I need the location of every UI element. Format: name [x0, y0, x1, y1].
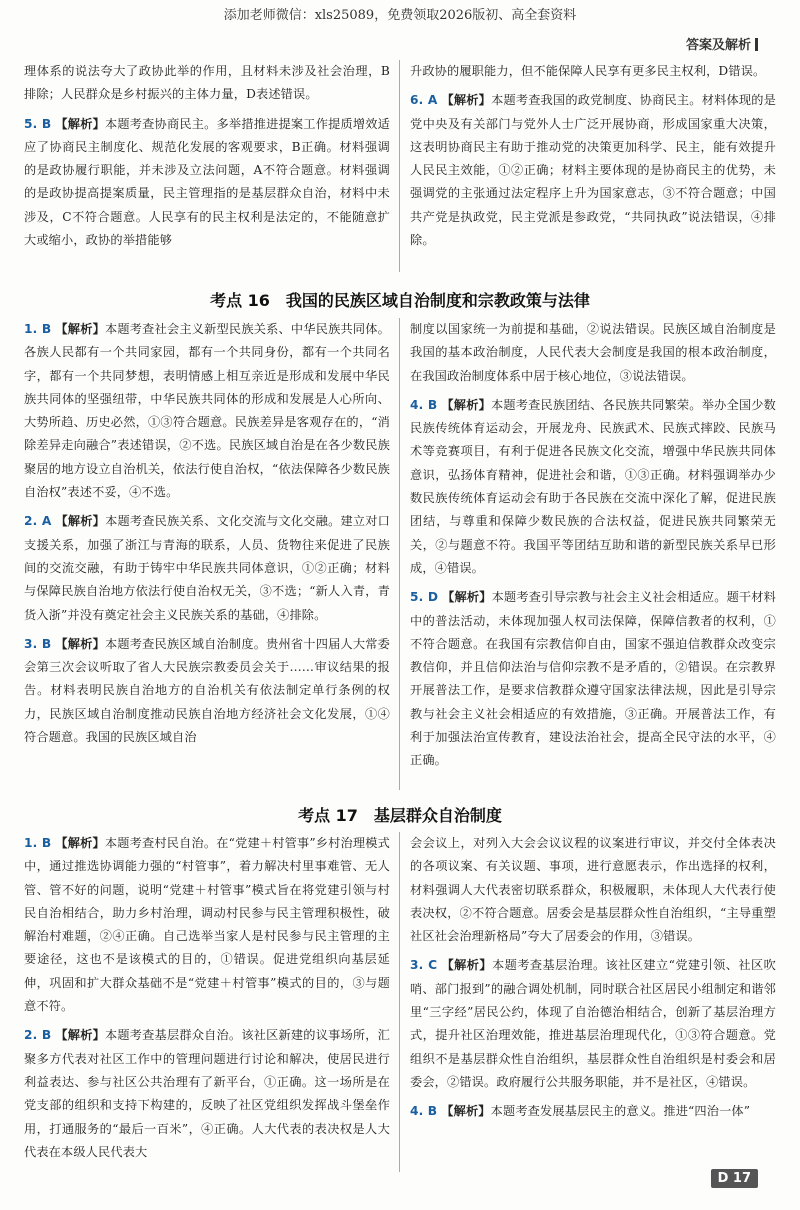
answer-text: 本题考查民族团结、各民族共同繁荣。举办全国少数民族传统体育运动会，开展龙舟、民族武术、民族式摔跤、民族马术等竞赛项目，有利于促进各民族文化交流，增强中华民族共同体意识，弘扬体育精神，促进社会和谐，①③正确。材料强调举办少数民族传统体育运动会有助于各民族在交流中深化了解，促进民族团结，与尊重和保障少数民族的合法权益，促进民族共同繁荣无关，②与题意不符。我国平等团结互助和谐的新型民族关系早已形成，④错误。	[410, 397, 776, 575]
answer-continuation: 升政协的履职能力，但不能保障人民享有更多民主权利，D错误。	[410, 64, 766, 78]
answer-number: 1. B	[24, 322, 52, 336]
left-column	[24, 60, 390, 258]
answer-item	[410, 954, 776, 1094]
answer-text: 本题考查我国的政党制度、协商民主。材料体现的是党中央及有关部门与党外人士广泛开展协商，形成国家重大决策，这表明协商民主有助于推动党的决策更加科学、民主，能有效提升人民民主效能，①②正确；材料主要体现的是协商民主的优势，未强调党的主张通过法定程序上升为国家意志，③不符合题意；中国共产党是执政党，民主党派是参政党，“共同执政”说法错误，④排除。	[410, 93, 776, 248]
answer-item	[24, 318, 390, 504]
section-title-16: 考点 16 我国的民族区域自治制度和宗教政策与法律	[210, 291, 590, 310]
analysis-tag: 【解析】	[442, 590, 492, 605]
answer-number: 5. D	[410, 590, 439, 605]
answer-text: 本题考查引导宗教与社会主义社会相适应。题干材料中的普法活动，未体现加强人权司法保障，保障信教者的权利，①不符合题意。在我国有宗教信仰自由，国家不强迫信教群众改变宗教信仰，并且信仰法治与信仰宗教不是矛盾的，②错误。在宗教界开展普法工作，是要求信教群众遵守国家法律法规，因此是引导宗教与社会主义社会相适应的有效措施，③正确。开展普法工作，有利于加强法治宣传教育，建设法治社会，提高全民守法的水平，④正确。	[410, 590, 777, 768]
section-top-columns	[24, 60, 776, 258]
answer-text: 本题考查民族区域自治制度。贵州省十四届人大常委会第三次会议听取了省人大民族宗教委员会关于……审议结果的报告。材料表明民族自治地方的自治机关有依法制定单行条例的权力，民族区域自治制度推动民族自治地方经济社会文化发展，①④符合题意。我国的民族区域自治	[24, 636, 390, 745]
answer-text: 本题考查村民自治。在“党建＋村管事”乡村治理模式中，通过推选协调能力强的“村管事”，着力解决村里事难管、无人管、管不好的问题，说明“党建＋村管事”模式旨在将党建引领与村民自治相结合，助力乡村治理，调动村民参与民主管理积极性，破解治村难题，②④正确。自己选举当家人是村民参与民主管理的主要途径，这也不是该模式的目的，①错误。促进党组织向基层延伸，巩固和扩大群众基础不是“党建＋村管事”模式的目的，③与题意不符。	[24, 836, 391, 1014]
answer-item	[24, 510, 390, 626]
analysis-tag: 【解析】	[441, 1104, 491, 1119]
answer-text: 本题考查基层群众自治。该社区新建的议事场所，汇聚多方代表对社区工作中的管理问题进行讨论和解决，使居民进行利益表达、参与社区公共治理有了新平台，①正确。这一场所是在党支部的组织和支持下构建的，反映了社区党组织发挥战斗堡垒作用，打通服务的“最后一百米”，④正确。人大代表的表决权是人大代表在本级人民代表大	[24, 1028, 390, 1159]
right-column	[410, 832, 776, 1170]
page-number: D 17	[711, 1169, 758, 1188]
header-title: 答案及解析	[685, 38, 751, 53]
section-title-17: 考点 17 基层群众自治制度	[298, 806, 502, 825]
right-column	[410, 318, 776, 779]
answer-item	[410, 394, 776, 580]
left-column	[24, 318, 390, 779]
answer-number: 5. B	[24, 116, 52, 131]
section-16-columns	[24, 318, 776, 779]
answer-number: 3. B	[24, 636, 52, 651]
analysis-tag: 【解析】	[441, 397, 491, 412]
analysis-tag: 【解析】	[441, 93, 492, 108]
analysis-tag: 【解析】	[441, 958, 492, 973]
answer-continuation: 会会议上，对列入大会会议议程的议案进行审议，并交付全体表决的各项议案、有关议题、事项，进行意愿表示，作出选择的权利，材料强调人大代表密切联系群众，积极履职，未体现人大代表行使表决权，②不符合题意。居委会是基层群众性自治组织，“主导重塑社区社会治理新格局”夸大了居委会的作用，③错误。	[410, 836, 776, 944]
answer-continuation: 理体系的说法夸大了政协此举的作用，且材料未涉及社会治理，B排除；人民群众是乡村振兴的主体力量，D表述错误。	[24, 64, 390, 102]
analysis-tag: 【解析】	[55, 514, 106, 529]
answer-number: 2. B	[24, 1028, 52, 1043]
analysis-tag: 【解析】	[55, 322, 105, 336]
answer-text: 本题考查发展基层民主的意义。推进“四治一体”	[490, 1104, 751, 1119]
answer-text: 本题考查协商民主。多举措推进提案工作提质增效适应了协商民主制度化、规范化发展的客观要求，B正确。材料强调的是政协履行职能，并未涉及立法问题，A不符合题意。材料强调的是政协提高提案质量，民主管理指的是基层群众自治，材料中未涉及，C不符合题意。人民享有的民主权利是法定的，不能随意扩大或缩小，政协的举措能够	[24, 116, 390, 248]
section-17-columns	[24, 832, 776, 1170]
answer-number: 2. A	[24, 514, 52, 529]
analysis-tag: 【解析】	[55, 836, 105, 850]
analysis-tag: 【解析】	[55, 636, 105, 651]
right-column	[410, 60, 776, 258]
running-header	[686, 34, 758, 53]
answer-item	[410, 1100, 776, 1123]
answer-item	[410, 586, 776, 772]
answer-item	[24, 832, 390, 1018]
answer-number: 4. B	[410, 397, 438, 412]
answer-text: 本题考查民族关系、文化交流与文化交融。建立对口支援关系，加强了浙江与青海的联系，人员、货物往来促进了民族间的交流交融，有助于铸牢中华民族共同体意识，①②正确；材料与保障民族自治地方依法行使自治权无关，③不选；“新人入青，青货入浙”并没有奠定社会主义民族关系的基础，④排除。	[24, 514, 390, 622]
answer-continuation: 制度以国家统一为前提和基础，②说法错误。民族区域自治制度是我国的基本政治制度，人民代表大会制度是我国的根本政治制度，在我国政治制度体系中居于核心地位，③说法错误。	[410, 322, 776, 383]
answer-text: 本题考查社会主义新型民族关系、中华民族共同体。各族人民都有一个共同家园，都有一个共同身份，都有一个共同名字，都有一个共同梦想，表明情感上相互亲近是形成和发展中华民族共同体的坚强纽带，中华民族共同体的形成和发展是人心所向、大势所趋、历史必然，①③符合题意。民族差异是客观存在的，“消除差异走向融合”表述错误，②不选。民族区域自治是在各少数民族聚居的地方设立自治机关，依法行使自治权，“依法保障各少数民族自治权”表述不妥，④不选。	[24, 322, 390, 500]
answer-item	[24, 1024, 390, 1164]
analysis-tag: 【解析】	[55, 1028, 105, 1043]
answer-number: 4. B	[410, 1104, 438, 1119]
answer-number: 3. C	[410, 958, 438, 973]
answer-item	[24, 633, 390, 749]
answer-item	[24, 113, 390, 253]
watermark-banner: 添加老师微信：xls25089，免费领取2026版初、高全套资料	[223, 8, 577, 23]
analysis-tag: 【解析】	[55, 116, 105, 131]
answer-item	[410, 89, 776, 252]
left-column	[24, 832, 390, 1170]
answer-text: 本题考查基层治理。该社区建立“党建引领、社区吹哨、部门报到”的融合调处机制，同时联合社区居民小组制定和谐邻里“三字经”居民公约，体现了自治德治相结合，创新了基层治理方式，提升社区治理效能，推进基层治理现代化，①③符合题意。党组织不是基层群众性自治组织，基层群众性自治组织是村委会和居委会，②错误。政府履行公共服务职能，并不是社区，④错误。	[410, 958, 776, 1089]
answer-number: 6. A	[410, 93, 438, 108]
header-bar	[755, 38, 758, 51]
answer-number: 1. B	[24, 836, 52, 850]
